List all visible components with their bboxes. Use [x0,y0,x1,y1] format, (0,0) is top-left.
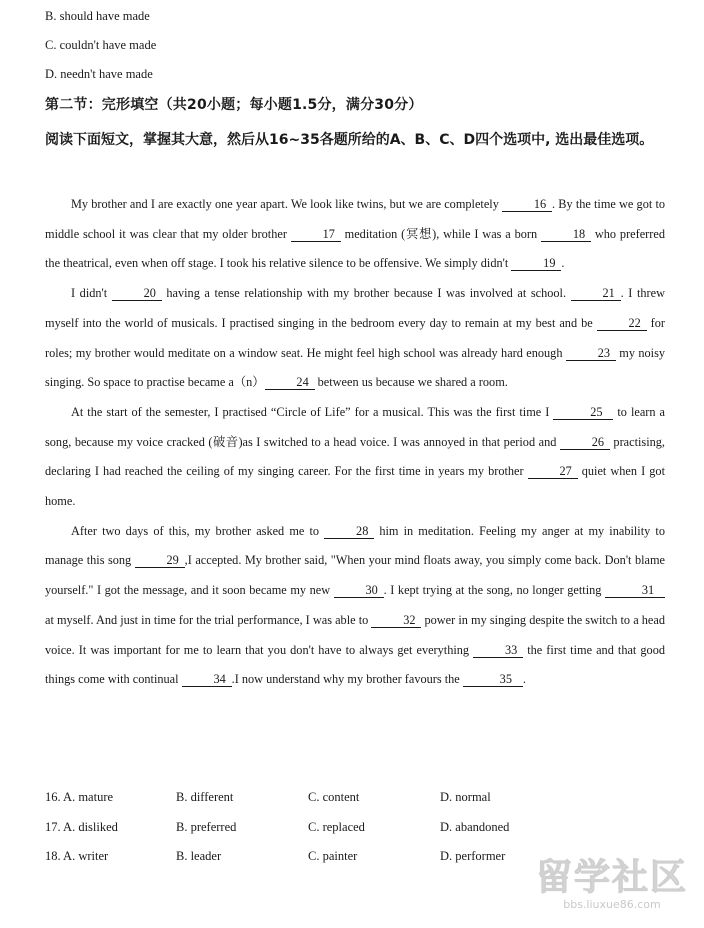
watermark-url: bbs.liuxue86.com [563,898,661,911]
choice-17-c: C. replaced [308,819,365,834]
choice-18-b: B. leader [176,849,222,863]
paragraph-3: At the start of the semester, I practised “Circle of Life” for a musical. This was the first time I 25 to learn a song, because my voice cracked (破音)as I switched to a head voice. I was annoyed in that period and 26 practising, declaring I had reached the ceiling of my singing career. For the first time in years my brother 27 quiet when I got home. [45,404,665,509]
blank-24: 24 [265,376,315,390]
site-watermark [532,858,692,916]
blank-26: 26 [560,436,610,450]
choice-18-d: D. performer [440,849,506,863]
choice-17-b: B. preferred [176,819,237,834]
section-title: 第二节：完形填空（共20小题；每小题1.5分，满分30分） [45,97,423,113]
choice-16-b: B. different [176,790,234,804]
paragraph-4: After two days of this, my brother asked me to 28 him in meditation. Feeling my anger at my inability to manage this song 29 ,I accepted. My brother said, "When your mind floats away, you simply come back. Don't blame yourself." I got the message, and it soon became my new 30 . I kept trying at the song, no longer getting 31 at myself. And just in time for the trial performance, I was able to 32 power in my singing despite the switch to a head voice. It was important for me to learn that you don't have to always get everything 33 the first time and that good things come with continual 34 .I now understand why my brother favours the 35 . [45,523,666,687]
blank-29: 29 [135,554,185,568]
blank-16: 16 [502,198,552,212]
choice-16-c: C. content [308,790,360,804]
choice-18-c: C. painter [308,849,358,863]
blank-22: 22 [597,317,647,331]
cloze-passage [45,190,665,695]
watermark-logo-text: 留学社区 [535,857,688,898]
blank-23: 23 [566,347,616,361]
prev-option-b: B. should have made [45,9,150,23]
blank-32: 32 [371,614,421,628]
blank-18: 18 [541,228,591,242]
choice-17-a: 17. A. disliked [45,819,118,834]
question-16-choices [45,790,665,820]
blank-19: 19 [511,257,561,271]
prev-option-c: C. couldn't have made [45,38,157,52]
blank-33: 33 [473,644,523,658]
choice-16-a: 16. A. mature [45,790,114,804]
blank-28: 28 [324,525,374,539]
paragraph-2: I didn't 20 having a tense relationship with my brother because I was involved at school. 21 . I threw myself into the world of musicals. I practised singing in the bedroom every day to remain at my best and be 22 for roles; my brother would meditate on a window seat. He might feel high school was already hard enough 23 my noisy singing. So space to practise became a（n） 24 between us because we shared a room. [45,286,666,390]
blank-17: 17 [291,228,341,242]
blank-30: 30 [334,584,384,598]
choice-17-d: D. abandoned [440,819,510,834]
blank-35: 35 [463,673,523,687]
blank-21: 21 [571,287,621,301]
question-17-choices [45,820,665,850]
choice-16-d: D. normal [440,790,491,804]
instruction-text: 阅读下面短文，掌握其大意，然后从16~35各题所给的A、B、C、D四个选项中, 选出最佳选项。 [45,132,654,148]
paragraph-1: My brother and I are exactly one year apart. We look like twins, but we are completely 16 . By the time we got to middle school it was clear that my older brother 17 meditation (冥想), while I was a born 18 who preferred the theatrical, even when off stage. I took his relative silence to be offensive. We simply didn't 19 . [45,197,666,271]
blank-34: 34 [182,673,232,687]
blank-27: 27 [528,465,578,479]
choice-18-a: 18. A. writer [45,849,109,863]
blank-20: 20 [112,287,162,301]
blank-25: 25 [553,406,613,420]
blank-31: 31 [605,584,665,598]
prev-option-d: D. needn't have made [45,67,153,81]
